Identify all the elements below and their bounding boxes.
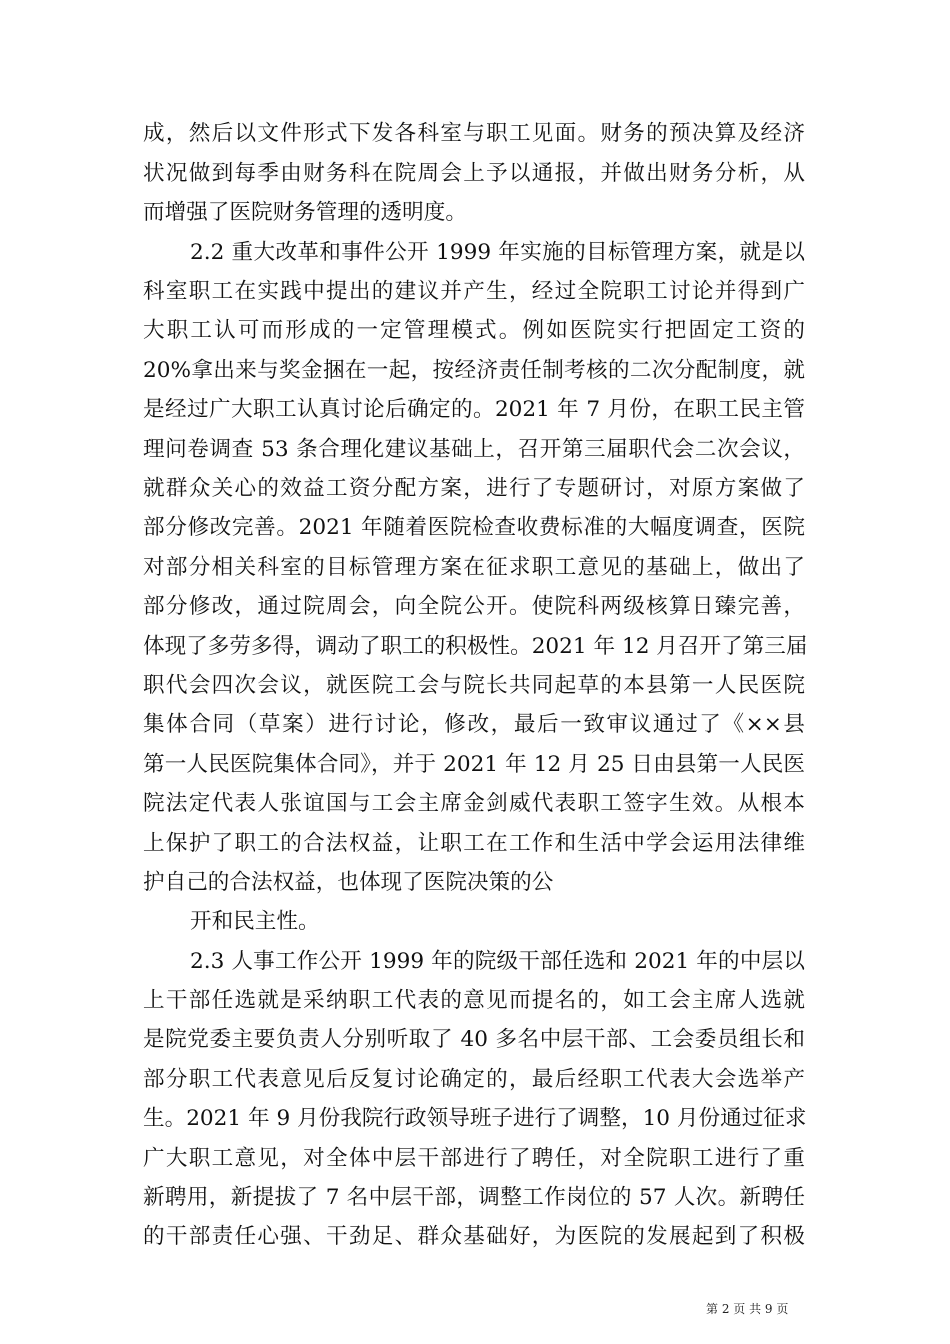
body-text-line: 的干部责任心强、干劲足、群众基础好，为医院的发展起到了积极 — [143, 1224, 805, 1249]
body-text-line: 部分修改完善。2021 年随着医院检查收费标准的大幅度调查，医院 — [143, 515, 805, 540]
body-text-line: 20%拿出来与奖金捆在一起，按经济责任制考核的二次分配制度，就 — [143, 358, 805, 383]
body-text-line: 广大职工意见，对全体中层干部进行了聘任，对全院职工进行了重 — [143, 1146, 805, 1171]
body-text-line: 集体合同（草案）进行讨论，修改，最后一致审议通过了《××县 — [143, 712, 805, 737]
body-text-line: 上干部任选就是采纳职工代表的意见而提名的，如工会主席人选就 — [143, 988, 805, 1013]
body-text-line: 新聘用，新提拔了 7 名中层干部，调整工作岗位的 57 人次。新聘任 — [143, 1185, 805, 1210]
body-text-line: 第一人民医院集体合同》，并于 2021 年 12 月 25 日由县第一人民医 — [143, 752, 805, 777]
body-text-line: 对部分相关科室的目标管理方案在征求职工意见的基础上，做出了 — [143, 555, 805, 580]
body-text-line: 职代会四次会议，就医院工会与院长共同起草的本县第一人民医院 — [143, 673, 805, 698]
body-text-line: 体现了多劳多得，调动了职工的积极性。2021 年 12 月召开了第三届 — [143, 634, 808, 659]
body-text-line: 就群众关心的效益工资分配方案，进行了专题研讨，对原方案做了 — [143, 476, 805, 501]
body-text-line: 大职工认可而形成的一定管理模式。例如医院实行把固定工资的 — [143, 318, 805, 343]
body-text-line: 上保护了职工的合法权益，让职工在工作和生活中学会运用法律维 — [143, 831, 805, 856]
body-text-line: 生。2021 年 9 月份我院行政领导班子进行了调整，10 月份通过征求 — [143, 1106, 807, 1131]
body-text-line: 院法定代表人张谊国与工会主席金剑威代表职工签字生效。从根本 — [143, 791, 805, 816]
section-heading-line: 2.2 重大改革和事件公开 1999 年实施的目标管理方案，就是以 — [190, 240, 805, 265]
body-text-line: 而增强了医院财务管理的透明度。 — [143, 200, 467, 225]
body-text-line: 成，然后以文件形式下发各科室与职工见面。财务的预决算及经济 — [143, 121, 805, 146]
body-text-line: 科室职工在实践中提出的建议并产生，经过全院职工讨论并得到广 — [143, 279, 805, 304]
section-heading-line: 2.3 人事工作公开 1999 年的院级干部任选和 2021 年的中层以 — [190, 949, 805, 974]
body-text-line: 是经过广大职工认真讨论后确定的。2021 年 7 月份，在职工民主管 — [143, 397, 805, 422]
page-number-footer: 第 2 页 共 9 页 — [706, 1302, 789, 1316]
body-text-line: 开和民主性。 — [190, 909, 320, 934]
body-text-line: 部分职工代表意见后反复讨论确定的，最后经职工代表大会选举产 — [143, 1067, 805, 1092]
body-text-line: 护自己的合法权益，也体现了医院决策的公 — [143, 870, 554, 895]
body-text-line: 状况做到每季由财务科在院周会上予以通报，并做出财务分析，从 — [143, 161, 805, 186]
body-text-line: 是院党委主要负责人分别听取了 40 多名中层干部、工会委员组长和 — [143, 1027, 805, 1052]
body-text-line: 理问卷调查 53 条合理化建议基础上，召开第三届职代会二次会议， — [143, 437, 805, 462]
body-text-line: 部分修改，通过院周会，向全院公开。使院科两级核算日臻完善， — [143, 594, 805, 619]
